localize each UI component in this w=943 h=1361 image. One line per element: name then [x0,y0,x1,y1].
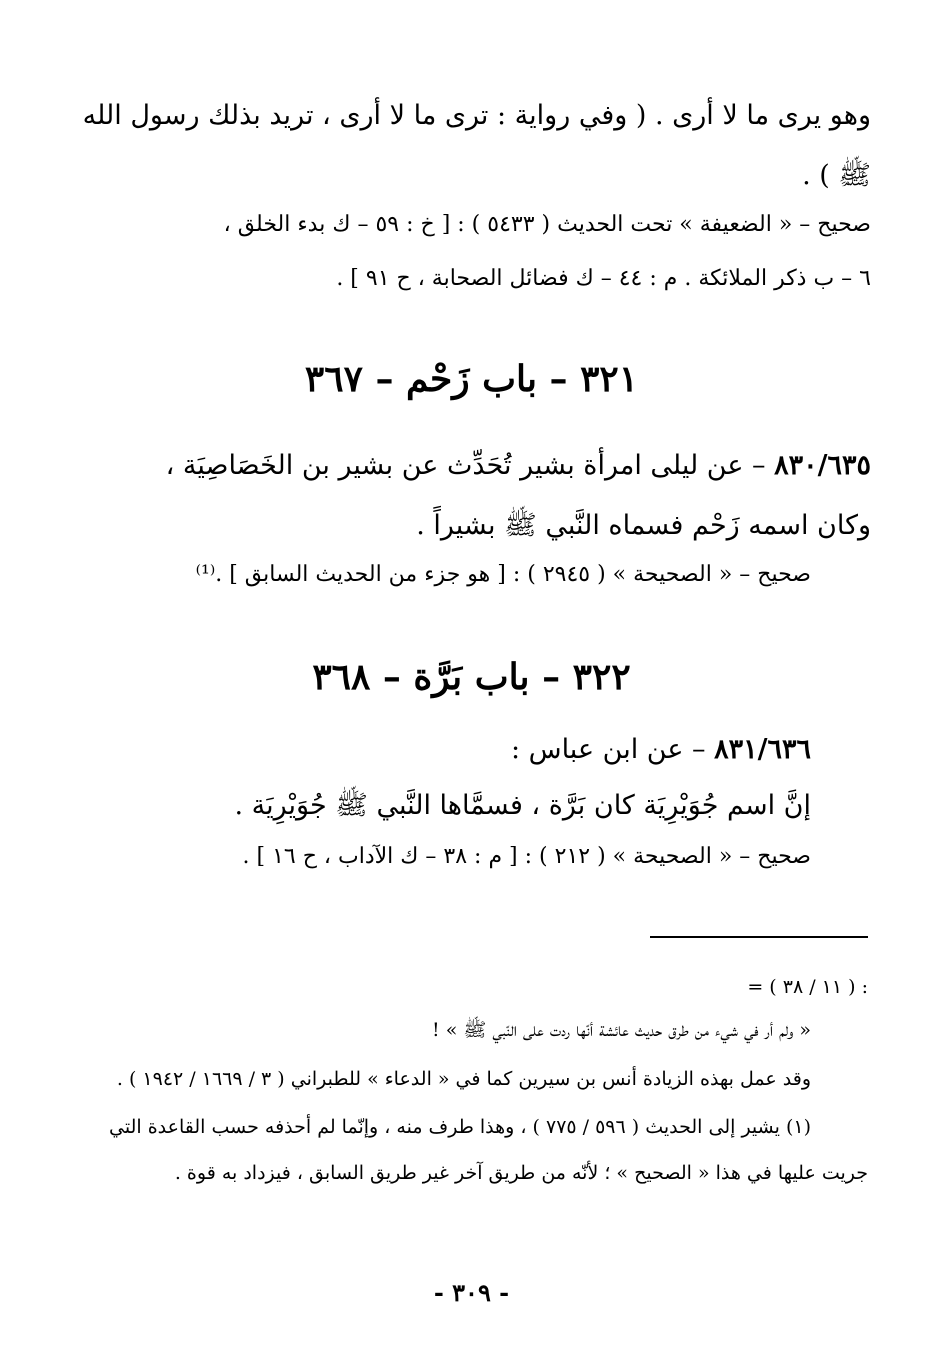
chapter-heading: ٣٢١ – باب زَحْم – ٣٦٧ [304,358,639,400]
hadith-number: ٨٣١/٦٣٦ [714,734,811,765]
hadith-line: وكان اسمه زَحْم فسماه النَّبي ﷺ بشيراً . [416,510,871,541]
source-line: صحيح – « الضعيفة » تحت الحديث ( ٥٤٣٣ ) : [ خ : ٥٩ – ك بدء الخلق ، [223,212,871,237]
hadith-line: إنَّ اسم جُوَيْرِيَة كان بَرَّة ، فسمَّاها النَّبي ﷺ جُوَيْرِيَة . [234,790,811,821]
footnote-line: = ( ١١ / ٣٨ ) : [747,976,868,998]
text-line: ﷺ ) . [802,160,871,191]
hadith-line [166,450,871,481]
chapter-heading: ٣٢٢ – باب بَرَّة – ٣٦٨ [312,656,631,698]
hadith-line [511,734,811,765]
footnote-line: وقد عمل بهذه الزيادة أنس بن سيرين كما في « الدعاء » للطبراني ( ٣ / ١٦٦٩ / ١٩٤٢ ) . [116,1068,811,1090]
hadith-text: – عن ابن عباس : [510,734,715,765]
text-line: وهو يرى ما لا أرى . ( وفي رواية : ترى ما لا أرى ، تريد بذلك رسول الله [82,100,871,131]
footnote-line: جريت عليها في هذا « الصحيح » ؛ لأنّه من طريق آخر غير طريق السابق ، فيزداد به قوة . [174,1162,868,1184]
footnote-line: « ولم أر في شيء من طرق حديث عائشة أنّها ردت على النّبي ﷺ » ! [432,1019,811,1041]
page-number: - ٣٠٩ - [433,1278,510,1307]
footnote-separator [650,936,868,938]
hadith-number: ٨٣٠/٦٣٥ [774,450,871,481]
hadith-text: – عن ليلى امرأة بشير تُحَدِّث عن بشير بن الخَصَاصِيَة ، [165,450,775,481]
source-line: ٦ – ب ذكر الملائكة . م : ٤٤ – ك فضائل الصحابة ، ح ٩١ ] . [336,266,871,291]
source-line: صحيح – « الصحيحة » ( ٢١٢ ) : [ م : ٣٨ – ك الآداب ، ح ١٦ ] . [242,844,811,869]
footnote-line: (١) يشير إلى الحديث ( ٥٩٦ / ٧٧٥ ) ، وهذا طرف منه ، وإنّما لم أحذفه حسب القاعدة التي [109,1116,811,1138]
source-line: صحيح – « الصحيحة » ( ٢٩٤٥ ) : [ هو جزء من الحديث السابق ] .⁽¹⁾ [195,562,811,587]
